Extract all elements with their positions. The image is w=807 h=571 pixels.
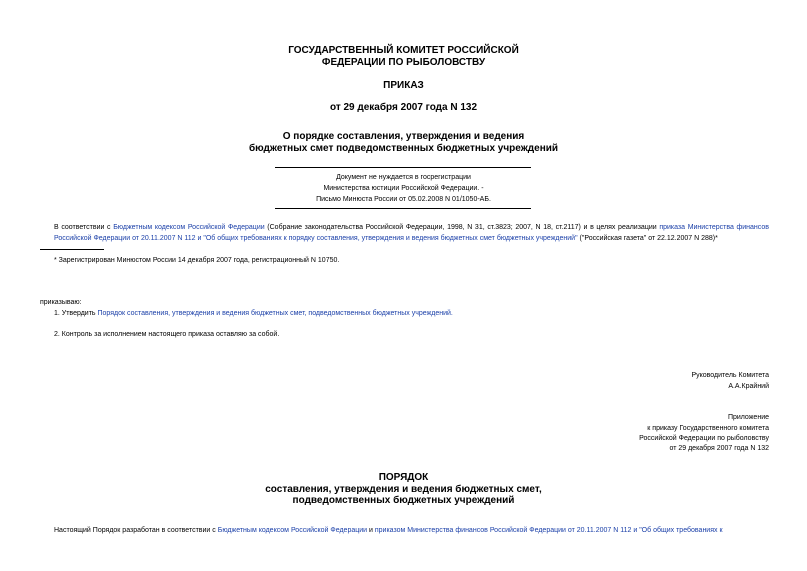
- agency-name-line2: ФЕДЕРАЦИИ ПО РЫБОЛОВСТВУ: [321, 57, 486, 68]
- document-title-line2: бюджетных смет подведомственных бюджетных учреждений: [248, 143, 559, 154]
- registration-note-line1: Документ не нуждается в госрегистрации: [336, 174, 471, 181]
- preamble-text-3: ("Российская газета" от 22.12.2007 N 288)*: [577, 235, 718, 242]
- agency-name-line1: ГОСУДАРСТВЕННЫЙ КОМИТЕТ РОССИЙСКОЙ: [288, 45, 519, 56]
- footnote-separator: [40, 249, 104, 250]
- procedure-title: ПОРЯДОК: [378, 472, 429, 483]
- procedure-intro-paragraph: [54, 525, 784, 536]
- document-type: ПРИКАЗ: [383, 80, 424, 91]
- procedure-link[interactable]: Порядок составления, утверждения и ведения бюджетных смет, подведомственных бюджетных учреждений.: [97, 310, 453, 317]
- order-item-2: 2. Контроль за исполнением настоящего приказа оставляю за собой.: [54, 331, 280, 338]
- budget-code-link[interactable]: Бюджетным кодексом Российской Федерации: [113, 224, 265, 231]
- procedure-intro-text-2: и: [367, 527, 375, 534]
- order-item-1: [54, 308, 453, 319]
- appendix-line3: Российской Федерации по рыболовству: [639, 435, 769, 442]
- document-date-number: от 29 декабря 2007 года N 132: [329, 102, 478, 113]
- appendix-line4: от 29 декабря 2007 года N 132: [669, 445, 769, 452]
- appendix-line2: к приказу Государственного комитета: [647, 425, 769, 432]
- preamble-paragraph: [54, 222, 769, 244]
- separator-line-top: [275, 167, 531, 168]
- minfin-order-link-2[interactable]: приказом Министерства финансов Российской Федерации от 20.11.2007 N 112 и "Об общих требованиях к: [374, 527, 723, 534]
- separator-line-bottom: [275, 208, 531, 209]
- budget-code-link-2[interactable]: Бюджетным кодексом Российской Федерации: [217, 527, 368, 534]
- registration-note-line3: Письмо Минюста России от 05.02.2008 N 01/1050-АБ.: [316, 196, 491, 203]
- procedure-intro-text-1: Настоящий Порядок разработан в соответствии с: [54, 527, 218, 534]
- preamble-text-2: (Собрание законодательства Российской Федерации, 1998, N 31, ст.3823; 2007, N 18, ст.2117) и в целях реализации: [264, 224, 660, 231]
- document-title-line1: О порядке составления, утверждения и ведения: [282, 131, 525, 142]
- procedure-subtitle-line2: подведомственных бюджетных учреждений: [292, 495, 515, 506]
- minfin-order-link[interactable]: приказа Министерства финансов Российской Федерации от 20.11.2007 N 112 и "Об общих требованиях к порядку составления, утверждения и ведения бюджетных смет бюджетных учреждений": [54, 224, 769, 242]
- signature-name: А.А.Крайний: [728, 383, 769, 390]
- registration-note-line2: Министерства юстиции Российской Федерации. -: [323, 185, 484, 192]
- procedure-subtitle-line1: составления, утверждения и ведения бюджетных смет,: [265, 484, 542, 495]
- signature-position: Руководитель Комитета: [691, 372, 769, 379]
- order-word: приказываю:: [40, 299, 82, 306]
- appendix-line1: Приложение: [727, 414, 769, 421]
- preamble-text-1: В соответствии с: [54, 224, 114, 231]
- order-item-1-prefix: 1. Утвердить: [54, 310, 98, 317]
- footnote: * Зарегистрирован Минюстом России 14 декабря 2007 года, регистрационный N 10750.: [54, 257, 340, 264]
